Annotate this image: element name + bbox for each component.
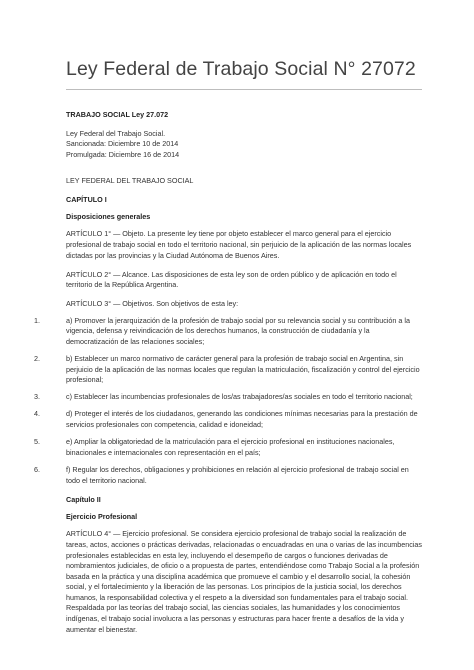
chapter-2-section: Ejercicio Profesional xyxy=(66,511,138,521)
law-line-promulgation: Promulgada: Diciembre 16 de 2014 xyxy=(66,149,180,159)
article-2: ARTÍCULO 2° — Alcance. Las disposiciones de esta ley son de orden público y de aplicación en todo el territorio de la República Argentina. xyxy=(66,269,397,290)
chapter-1-section: Disposiciones generales xyxy=(66,211,151,221)
article-1: ARTÍCULO 1° — Objeto. La presente ley tiene por objeto establecer el marco general para el ejercicio profesional de trabajo social en todo el territorio nacional, sin perjuicio de la aplicación de las normas locales dictadas por las provincias y la Ciudad Autónoma de Buenos Aires. xyxy=(66,229,412,260)
article-4: ARTÍCULO 4° — Ejercicio profesional. Se considera ejercicio profesional de trabajo social la realización de tareas, actos, acciones o prácticas derivadas, relacionadas o encuadradas en una o varias de las incumbencias profesionales establecidas en esta ley, incluyendo el desempeño de cargos o funciones derivadas de nombramientos judiciales, de oficio o a propuesta de partes, entendiéndose como Trabajo Social a la profesión basada en la práctica y una disciplina académica que promueve el cambio y el desarrollo social, la cohesión social, y el fortalecimiento y la liberación de las personas. Los principios de la justicia social, los derechos humanos, la responsabilidad colectiva y el respeto a la diversidad son fundamentales para el trabajo social. Respaldada por las teorías del trabajo social, las ciencias sociales, las humanidades y los conocimientos indígenas, el trabajo social involucra a las personas y estructuras para hacer frente a desafíos de la vida y aumentar el bienestar. xyxy=(66,529,422,634)
document-title: Ley Federal de Trabajo Social N° 27072 xyxy=(66,58,416,80)
objectives-list xyxy=(34,315,422,487)
list-item: 2. b) Establecer un marco normativo de carácter general para la profesión de trabajo social en Argentina, sin perjuicio de la aplicación de las normas locales que regulan la matriculación, fiscalización y control del ejercicio profesional; xyxy=(34,353,420,385)
law-line-sanction: Sancionada: Diciembre 10 de 2014 xyxy=(66,139,179,149)
list-item: 3. c) Establecer las incumbencias profesionales de los/as trabajadores/as sociales en todo el territorio nacional; xyxy=(34,392,413,402)
law-heading: TRABAJO SOCIAL Ley 27.072 xyxy=(66,110,169,119)
law-line-1: Ley Federal del Trabajo Social. xyxy=(66,128,166,138)
list-item: 4. d) Proteger el interés de los ciudadanos, generando las condiciones mínimas necesarias para la prestación de servicios profesionales con competencia, calidad e idoneidad; xyxy=(34,409,418,430)
article-3: ARTÍCULO 3° — Objetivos. Son objetivos de esta ley: xyxy=(66,299,239,309)
list-item: 5. e) Ampliar la obligatoriedad de la matriculación para el ejercicio profesional en instituciones nacionales, binacionales e internacionales con representación en el país; xyxy=(34,437,395,457)
chapter-2-label: Capítulo II xyxy=(66,494,101,504)
list-item: 6. f) Regular los derechos, obligaciones y prohibiciones en relación al ejercicio profesional de trabajo social en todo el territorio nacional. xyxy=(34,465,409,485)
law-name: LEY FEDERAL DEL TRABAJO SOCIAL xyxy=(66,176,194,186)
list-item: 1. a) Promover la jerarquización de la profesión de trabajo social por su relevancia social y su contribución a la vigencia, defensa y reivindicación de los derechos humanos, la construcción de ciudadanía y la democratización de las relaciones sociales; xyxy=(34,315,410,346)
chapter-1-label: CAPÍTULO I xyxy=(66,194,107,204)
